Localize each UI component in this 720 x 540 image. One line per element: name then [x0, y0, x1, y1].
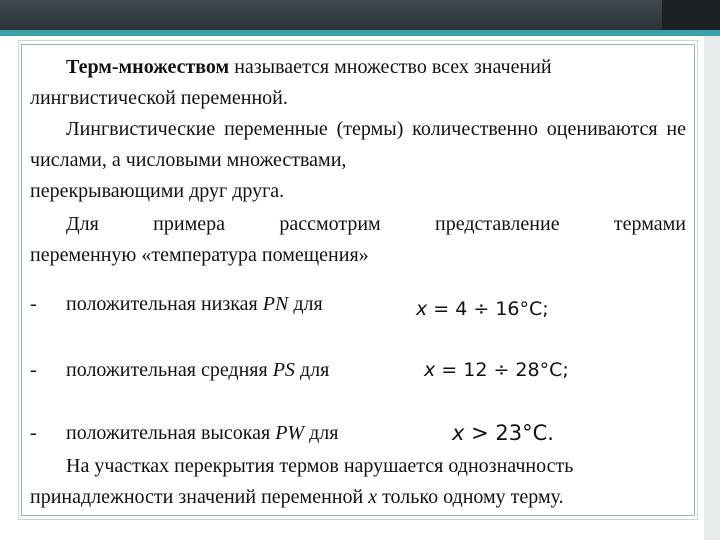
- linguistic-text-line3: перекрывающими друг друга.: [30, 180, 285, 202]
- term-code: PW: [275, 422, 305, 444]
- slide-corner-decoration: [662, 0, 720, 30]
- example-text-line2: переменную «температура помещения»: [30, 244, 369, 266]
- slide-accent-line: [0, 30, 720, 36]
- list-dash: -: [30, 359, 37, 381]
- term-set-heading: Терм-множеством: [66, 56, 230, 78]
- variable-x: x: [368, 486, 378, 508]
- term-code: PN: [262, 293, 289, 315]
- example-paragraph: [30, 209, 686, 271]
- term-code: PS: [272, 359, 295, 381]
- linguistic-variables-paragraph: [30, 114, 686, 207]
- slide-side-strip: [704, 36, 720, 540]
- formula-pw: x > 23°С.: [452, 421, 554, 445]
- list-dash: -: [30, 293, 37, 315]
- conclusion-paragraph: На участках перекрытия термов нарушается однозначность принадлежности значений переменной x только одному терму.: [30, 455, 574, 508]
- conclusion-text-line1: На участках перекрытия термов нарушается однозначность: [66, 455, 574, 477]
- definition-paragraph: [30, 52, 686, 114]
- slide-header-band: [0, 0, 720, 30]
- formula-ps: x = 12 ÷ 28°С;: [424, 359, 569, 381]
- list-item-pn: положительная низкая PN для: [66, 293, 323, 315]
- definition-text-line2: лингвистической переменной.: [30, 87, 288, 109]
- list-dash: -: [30, 422, 37, 444]
- formula-pn: x = 4 ÷ 16°С;: [416, 298, 549, 320]
- list-item-ps: положительная средняя PS для: [66, 359, 330, 381]
- linguistic-text: Лингвистические переменные (термы) количественно оцениваются не числами, а числовыми множествами,: [30, 118, 686, 171]
- example-text-line1: Для примера рассмотрим представление термами: [66, 213, 686, 235]
- definition-text: называется множество всех значений: [229, 56, 552, 78]
- list-item-pw: положительная высокая PW для: [66, 422, 339, 444]
